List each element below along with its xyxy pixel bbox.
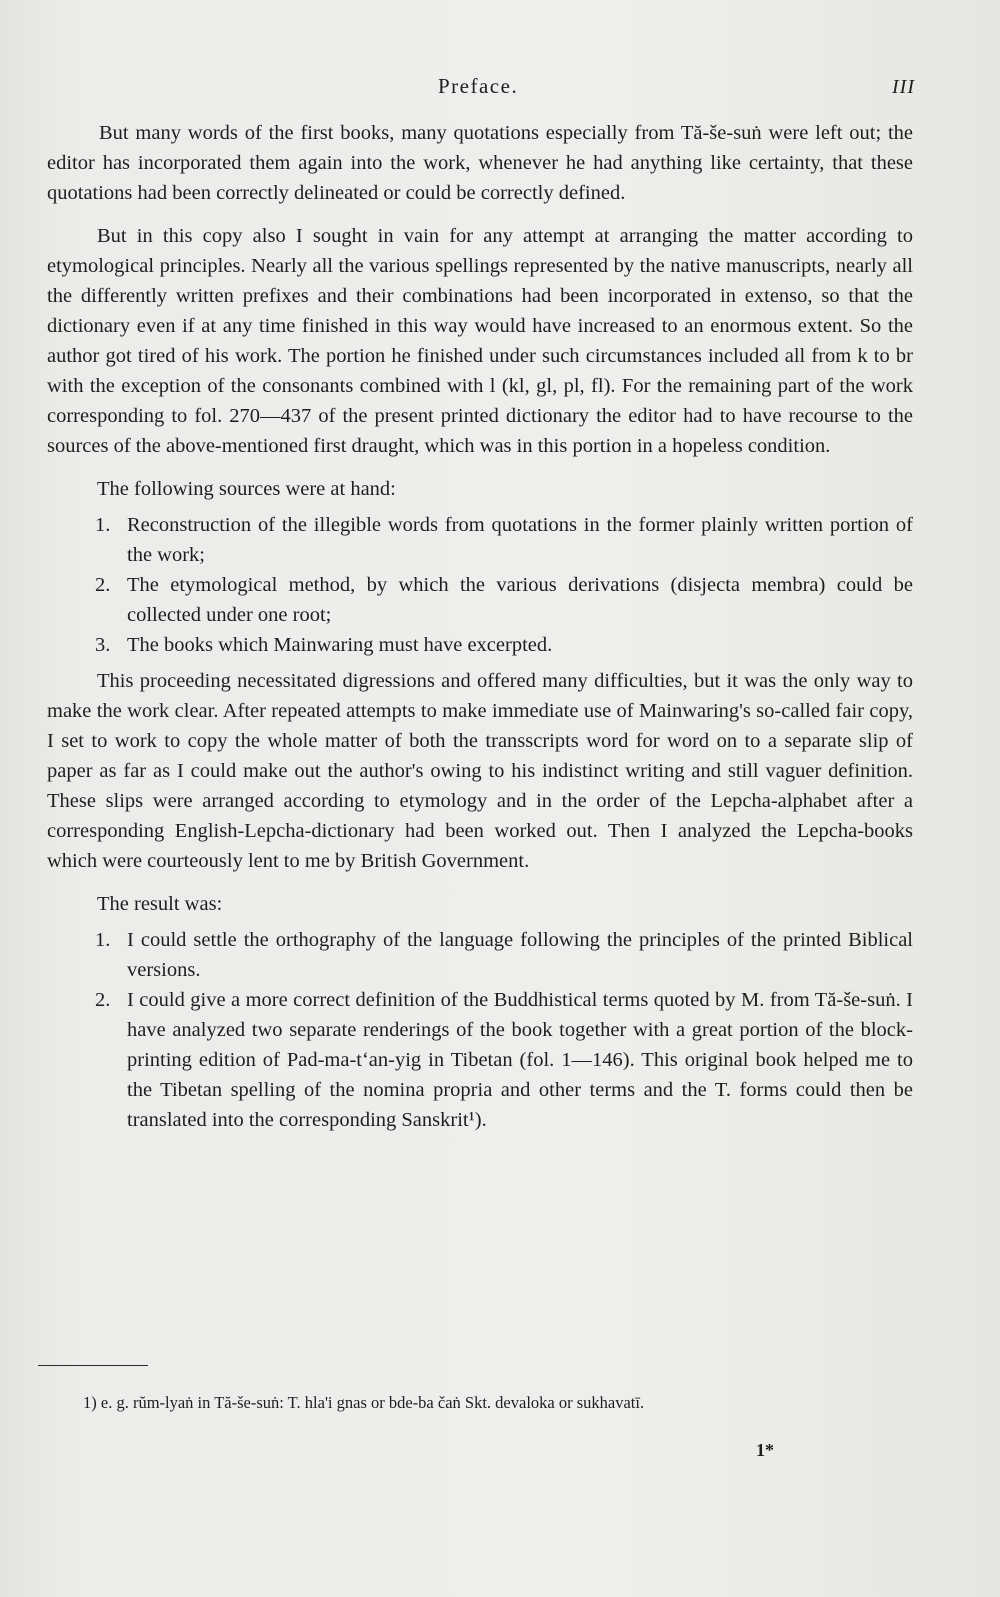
paragraph: But many words of the first books, many quotations especially from Tă-še-suṅ were left out; the editor has incorporated them again into the work, whenever he had anything like certainty, that these quotations had been correctly delineated or could be correctly defined. xyxy=(47,122,913,204)
list-item xyxy=(47,510,913,570)
list-item xyxy=(47,925,913,985)
list-text: I could give a more correct definition of the Buddhistical terms quoted by M. from Tă-še-suṅ. I have analyzed two separate renderings of the book together with a great portion of the block-printing edition of Pad-ma-tʻan-yig in Tibetan (fol. 1—146). This original book helped me to the Tibetan spelling of the nomina propria and other terms and the T. forms could then be translated into the corresponding Sanskrit¹). xyxy=(127,989,913,1131)
footnote-text: e. g. rŭm-lyaṅ in Tă-še-suṅ: T. hla'i gnas or bde-ba čaṅ Skt. devaloka or sukhavatī. xyxy=(100,1393,645,1412)
header-title: Preface. xyxy=(438,74,519,98)
sources-list xyxy=(47,510,913,660)
list-number: 2. xyxy=(95,989,111,1011)
list-item xyxy=(47,630,913,660)
main-text xyxy=(47,118,913,1141)
result-lead: The result was: xyxy=(97,893,223,915)
footnote xyxy=(83,1392,923,1414)
list-text: I could settle the orthography of the language following the principles of the printed Biblical versions. xyxy=(127,929,913,981)
list-number: 2. xyxy=(95,574,111,596)
list-text: The etymological method, by which the various derivations (disjecta membra) could be collected under one root; xyxy=(127,574,913,626)
page-number: III xyxy=(892,76,915,98)
running-header xyxy=(0,74,1000,104)
list-number: 3. xyxy=(95,634,111,656)
paragraph: But in this copy also I sought in vain for any attempt at arranging the matter according to etymological principles. Nearly all the various spellings represented by the native manuscripts, nearly all the differently written prefixes and their combinations had been incorporated in extenso, so that the dictionary even if at any time finished in this way would have increased to an enormous extent. So the author got tired of his work. The portion he finished under such circumstances included all from k to br with the exception of the consonants combined with l (kl, gl, pl, fl). For the remaining part of the work corresponding to fol. 270—437 of the present printed dictionary the editor had to have recourse to the sources of the above-mentioned first draught, which was in this portion in a hopeless condition. xyxy=(47,225,913,457)
list-item xyxy=(47,570,913,630)
footnote-marker: 1) xyxy=(83,1393,97,1412)
sources-lead: The following sources were at hand: xyxy=(97,478,396,500)
paragraph: This proceeding necessitated digressions and offered many difficulties, but it was the only way to make the work clear. After repeated attempts to make immediate use of Mainwaring's so-called fair copy, I set to work to copy the whole matter of both the transscripts word for word on to a separate slip of paper as far as I could make out the author's owing to his indistinct writing and still vaguer definition. These slips were arranged according to etymology and in the order of the Lepcha-alphabet after a corresponding English-Lepcha-dictionary had been worked out. Then I analyzed the Lepcha-books which were courteously lent to me by British Government. xyxy=(47,670,913,872)
results-list xyxy=(47,925,913,1135)
list-number: 1. xyxy=(95,929,111,951)
list-text: Reconstruction of the illegible words from quotations in the former plainly written portion of the work; xyxy=(127,514,913,566)
footnote-rule xyxy=(38,1365,148,1366)
list-number: 1. xyxy=(95,514,111,536)
list-item xyxy=(47,985,913,1135)
signature-mark: 1* xyxy=(756,1440,774,1460)
list-text: The books which Mainwaring must have excerpted. xyxy=(127,634,553,656)
